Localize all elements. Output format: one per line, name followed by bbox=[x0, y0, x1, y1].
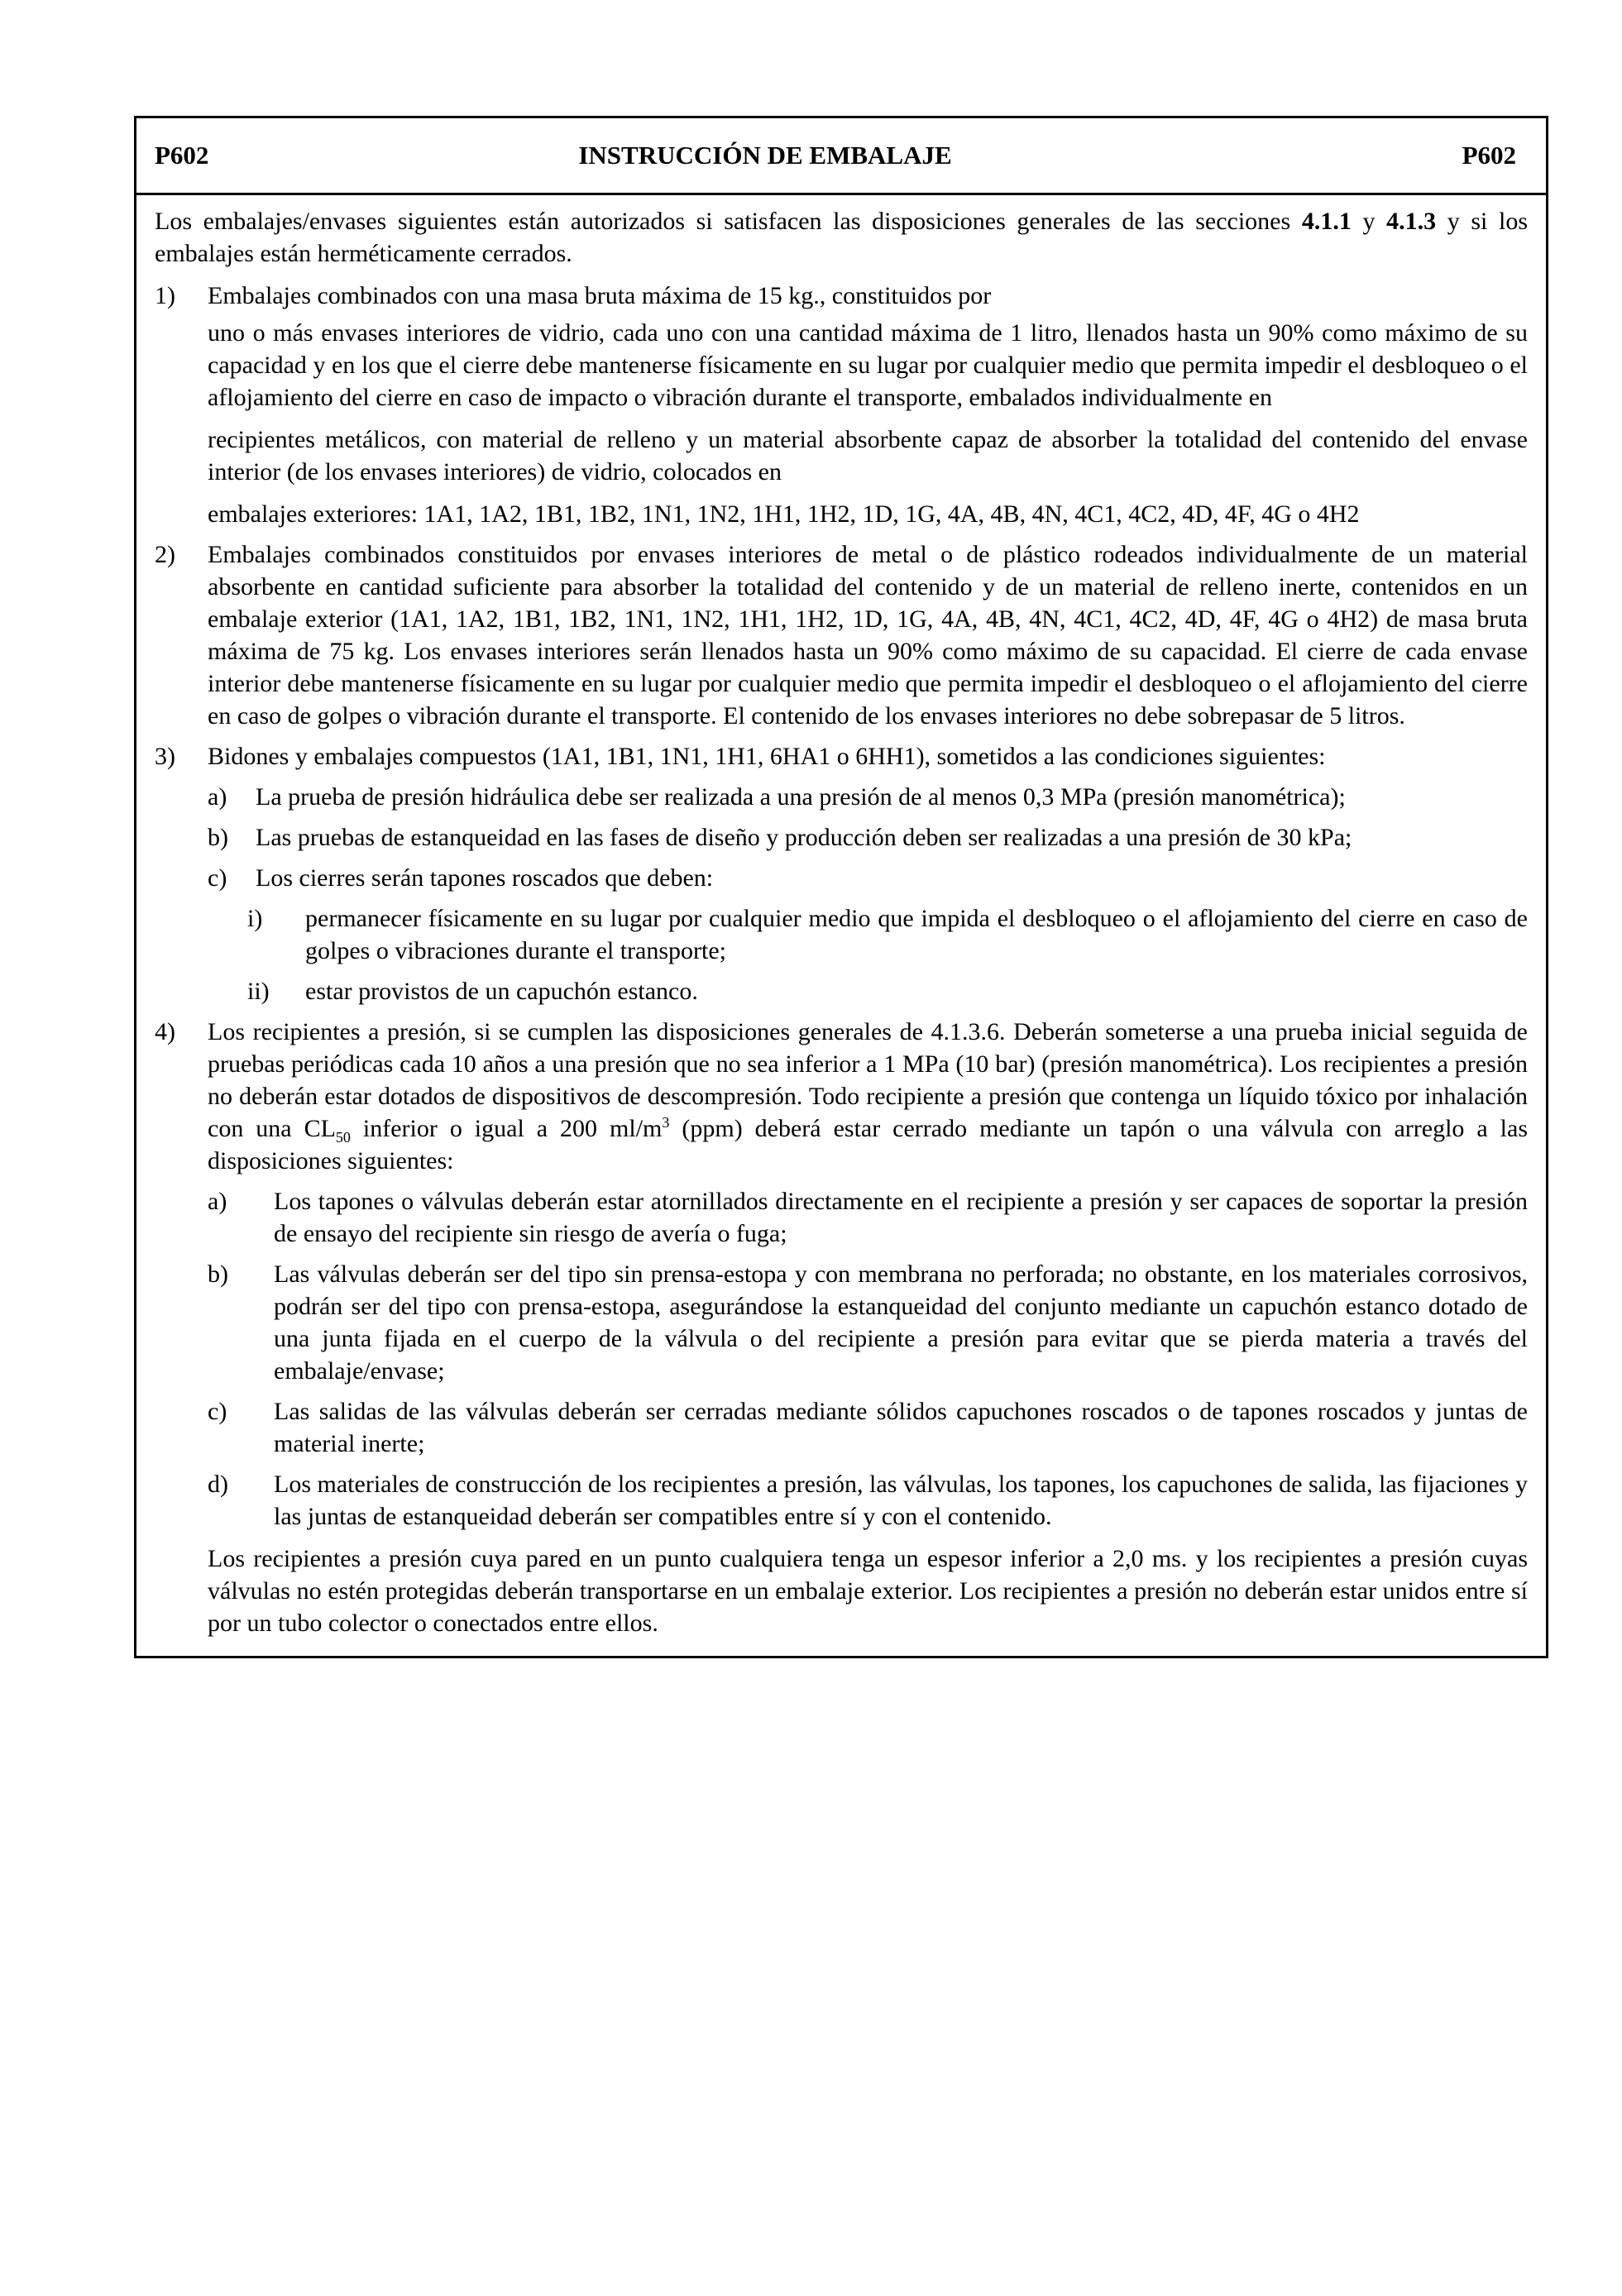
intro-ref-411: 4.1.1 bbox=[1301, 208, 1352, 235]
sub-item-d bbox=[208, 1468, 1528, 1533]
item-3-text: Bidones y embalajes compuestos (1A1, 1B1, 1N1, 1H1, 6HA1 o 6HH1), sometidos a las condiciones siguientes: bbox=[208, 743, 1326, 770]
sub-item-a bbox=[208, 781, 1528, 813]
sub-item-text: Los tapones o válvulas deberán estar atornillados directamente en el recipiente a presión y ser capaces de soportar la presión de ensayo del recipiente sin riesgo de avería o fuga; bbox=[274, 1188, 1528, 1247]
sub-item-a bbox=[208, 1185, 1528, 1250]
sub-item-label: b) bbox=[208, 1260, 228, 1288]
table-header bbox=[136, 118, 1546, 195]
nested-list bbox=[208, 902, 1528, 1007]
table-body bbox=[136, 195, 1546, 1656]
item-1-text: Embalajes combinados con una masa bruta máxima de 15 kg., constituidos por bbox=[208, 282, 992, 309]
item-1-inner-packagings: uno o más envases interiores de vidrio, cada uno con una cantidad máxima de 1 litro, llenados hasta un 90% como máximo de su capacidad y en los que el cierre debe mantenerse físicamente en su lugar por cualquier medio que permita impedir el desbloqueo o el aflojamiento del cierre en caso de impacto o vibración durante el transporte, embalados individualmente en bbox=[208, 319, 1528, 411]
header-code-right: P602 bbox=[1462, 141, 1516, 170]
sub-item-label: b) bbox=[208, 824, 228, 851]
sub-item-label: a) bbox=[208, 783, 227, 811]
sub-item-label: c) bbox=[208, 1398, 227, 1425]
closing-paragraph: Los recipientes a presión cuya pared en un punto cualquiera tenga un espesor inferior a 2,0 ms. y los recipientes a presión cuyas válvulas no estén protegidas deberán transportarse en un embalaje exterior. Los recipientes a presión no deberán estar unidos entre sí por un tubo colector o conectados entre ellos. bbox=[208, 1545, 1528, 1637]
item-number: 2) bbox=[155, 541, 175, 568]
sub-item-i bbox=[247, 902, 1528, 967]
sub-item-c bbox=[208, 1395, 1528, 1460]
item-4-text-a: Los recipientes a presión, si se cumplen las disposiciones generales de 4.1.3.6. Deberán someterse a una prueba inicial seguida de pruebas periódicas cada 10 años a una presión que no sea inferior a 1 MPa (10 bar) (presión manométrica). Los recipientes a presión no deberán estar dotados de dispositivos de descompresión. Todo recipiente a presión que contenga un líquido tóxico por inhalación con una CL bbox=[208, 1018, 1528, 1142]
sub-item-b bbox=[208, 1258, 1528, 1387]
item-1-intermediate: recipientes metálicos, con material de relleno y un material absorbente capaz de absorber la totalidad del contenido del envase interior (de los envases interiores) de vidrio, colocados en bbox=[208, 426, 1528, 486]
intro-text-a: Los embalajes/envases siguientes están autorizados si satisfacen las disposiciones generales de las secciones bbox=[155, 208, 1302, 235]
sub-item-text: Las salidas de las válvulas deberán ser cerradas mediante sólidos capuchones roscados o de tapones roscados y juntas de material inerte; bbox=[274, 1398, 1528, 1457]
item-4-text bbox=[208, 1016, 1528, 1177]
sub-item-label: d) bbox=[208, 1471, 228, 1498]
list-item-3 bbox=[155, 740, 1528, 1007]
sub-item-b bbox=[208, 821, 1528, 854]
item-content bbox=[208, 280, 1528, 530]
sub-item-text: Las válvulas deberán ser del tipo sin prensa-estopa y con membrana no perforada; no obstante, en los materiales corrosivos, podrán ser del tipo con prensa-estopa, asegurándose la estanqueidad del conjunto mediante un capuchón estanco dotado de una junta fijada en el cuerpo de la válvula o del recipiente a presión para evitar que se pierda materia a través del embalaje/envase; bbox=[274, 1260, 1528, 1385]
sub-item-text: Los materiales de construcción de los recipientes a presión, las válvulas, los tapones, los capuchones de salida, las fijaciones y las juntas de estanqueidad deberán ser compatibles entre sí y con el contenido. bbox=[274, 1471, 1528, 1530]
sub-item-ii bbox=[247, 975, 1528, 1007]
item-4-text-b: inferior o igual a 200 ml/m bbox=[350, 1115, 663, 1142]
sub-item-text: Los cierres serán tapones roscados que deben: bbox=[256, 864, 714, 892]
item-content bbox=[208, 538, 1528, 732]
item-number: 4) bbox=[155, 1018, 175, 1045]
sub-item-c bbox=[208, 862, 1528, 894]
list-item-4 bbox=[155, 1016, 1528, 1533]
sub-item-text: La prueba de presión hidráulica debe ser realizada a una presión de al menos 0,3 MPa (presión manométrica); bbox=[256, 783, 1346, 811]
intro-ref-413: 4.1.3 bbox=[1386, 208, 1437, 235]
list-item-1 bbox=[155, 280, 1528, 530]
sub-item-label: a) bbox=[208, 1188, 227, 1215]
header-code-left: P602 bbox=[155, 141, 209, 170]
sub-item-label: i) bbox=[247, 905, 263, 932]
intro-paragraph bbox=[155, 205, 1528, 270]
list-item-2 bbox=[155, 538, 1528, 732]
item-number: 3) bbox=[155, 743, 175, 770]
sub-item-label: ii) bbox=[247, 978, 270, 1005]
superscript-3: 3 bbox=[662, 1114, 670, 1131]
item-4-text-c: (ppm) deberá estar cerrado mediante un tapón o una válvula con arreglo a las disposiciones siguientes: bbox=[208, 1115, 1528, 1174]
sub-item-text: estar provistos de un capuchón estanco. bbox=[305, 978, 698, 1005]
intro-text-c: y si los embalajes están herméticamente cerrados. bbox=[155, 208, 1528, 267]
item-content bbox=[208, 740, 1528, 1007]
subscript-50: 50 bbox=[335, 1129, 351, 1146]
item-content bbox=[208, 1016, 1528, 1533]
intro-text-b: y bbox=[1351, 208, 1387, 235]
packing-instruction-table bbox=[134, 116, 1548, 1658]
sub-item-text: permanecer físicamente en su lugar por cualquier medio que impida el desbloqueo o el aflojamiento del cierre en caso de golpes o vibraciones durante el transporte; bbox=[305, 905, 1528, 964]
item-number: 1) bbox=[155, 282, 175, 309]
sub-item-label: c) bbox=[208, 864, 227, 892]
sub-item-text: Las pruebas de estanqueidad en las fases de diseño y producción deben ser realizadas a una presión de 30 kPa; bbox=[256, 824, 1352, 851]
item-2-text: Embalajes combinados constituidos por envases interiores de metal o de plástico rodeados individualmente de un material absorbente en cantidad suficiente para absorber la totalidad del contenido y de un material de relleno inerte, contenidos en un embalaje exterior (1A1, 1A2, 1B1, 1B2, 1N1, 1N2, 1H1, 1H2, 1D, 1G, 4A, 4B, 4N, 4C1, 4C2, 4D, 4F, 4G o 4H2) de masa bruta máxima de 75 kg. Los envases interiores serán llenados hasta un 90% como máximo de su capacidad. El cierre de cada envase interior debe mantenerse físicamente en su lugar por cualquier medio que permita impedir el desbloqueo o el aflojamiento del cierre en caso de golpes o vibración durante el transporte. El contenido de los envases interiores no debe sobrepasar de 5 litros. bbox=[208, 541, 1528, 729]
page-title: INSTRUCCIÓN DE EMBALAJE bbox=[578, 141, 952, 170]
item-1-outer-packagings: embalajes exteriores: 1A1, 1A2, 1B1, 1B2, 1N1, 1N2, 1H1, 1H2, 1D, 1G, 4A, 4B, 4N, 4C1, 4C2, 4D, 4F, 4G o 4H2 bbox=[208, 500, 1360, 528]
